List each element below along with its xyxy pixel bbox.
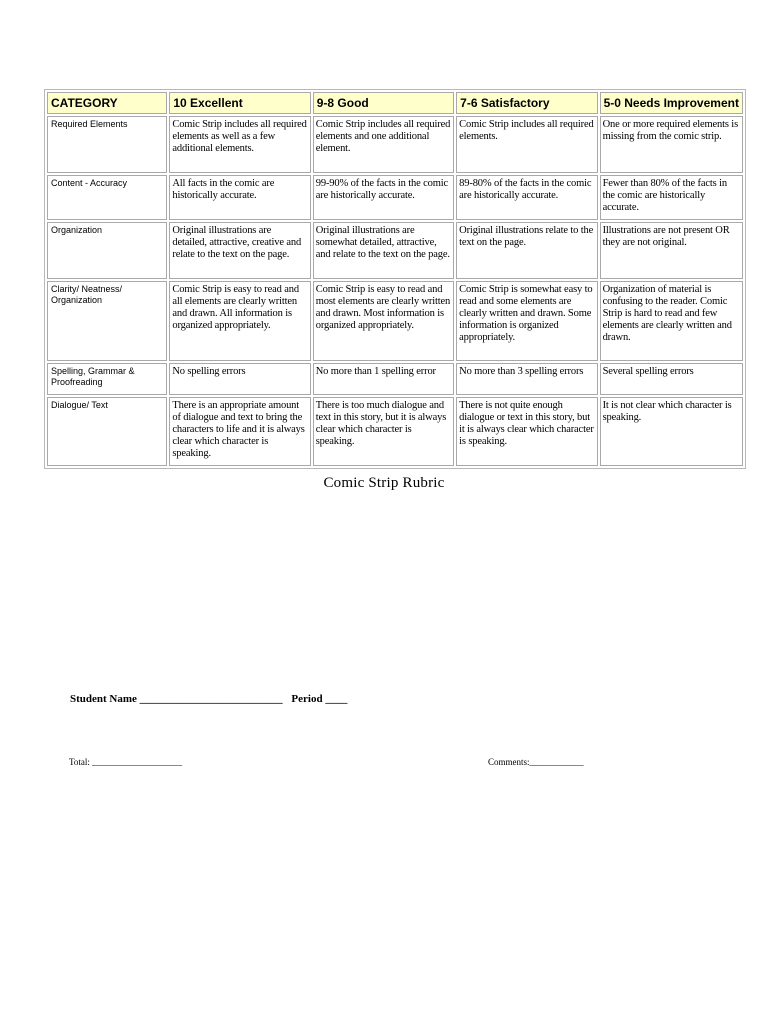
table-row bbox=[47, 281, 743, 361]
rubric-cell: Comic Strip is easy to read and most elements are clearly written and drawn. Most information is organized appropriately. bbox=[313, 281, 454, 361]
rubric-cell: 89-80% of the facts in the comic are historically accurate. bbox=[456, 175, 597, 220]
student-info-line bbox=[70, 693, 347, 705]
rubric-cell: 99-90% of the facts in the comic are historically accurate. bbox=[313, 175, 454, 220]
rubric-cell: Comic Strip is somewhat easy to read and some elements are clearly written and drawn. Some information is organized appropriately. bbox=[456, 281, 597, 361]
comments-line bbox=[488, 757, 584, 767]
header-satisfactory: 7-6 Satisfactory bbox=[456, 92, 597, 114]
header-needs-improvement: 5-0 Needs Improvement bbox=[600, 92, 743, 114]
rubric-cell: There is not quite enough dialogue or text in this story, but it is always clear which character is speaking. bbox=[456, 397, 597, 466]
category-cell: Dialogue/ Text bbox=[47, 397, 167, 466]
period-label: Period bbox=[291, 693, 323, 705]
comments-blank[interactable]: ____________ bbox=[529, 757, 584, 767]
rubric-cell: Comic Strip includes all required elements. bbox=[456, 116, 597, 173]
header-category: CATEGORY bbox=[47, 92, 167, 114]
table-row bbox=[47, 397, 743, 466]
rubric-cell: There is too much dialogue and text in this story, but it is always clear which character is speaking. bbox=[313, 397, 454, 466]
category-cell: Spelling, Grammar & Proofreading bbox=[47, 363, 167, 395]
rubric-cell: Original illustrations relate to the text on the page. bbox=[456, 222, 597, 279]
rubric-cell: No spelling errors bbox=[169, 363, 310, 395]
rubric-cell: There is an appropriate amount of dialogue and text to bring the characters to life and it is always clear which character is speaking. bbox=[169, 397, 310, 466]
header-excellent: 10 Excellent bbox=[169, 92, 310, 114]
rubric-cell: It is not clear which character is speaking. bbox=[600, 397, 743, 466]
table-row bbox=[47, 222, 743, 279]
rubric-cell: Fewer than 80% of the facts in the comic are historically accurate. bbox=[600, 175, 743, 220]
rubric-cell: No more than 3 spelling errors bbox=[456, 363, 597, 395]
rubric-cell: Original illustrations are somewhat detailed, attractive, and relate to the text on the page. bbox=[313, 222, 454, 279]
rubric-cell: Several spelling errors bbox=[600, 363, 743, 395]
rubric-cell: Organization of material is confusing to the reader. Comic Strip is hard to read and few elements are clearly written and drawn. bbox=[600, 281, 743, 361]
table-row bbox=[47, 175, 743, 220]
category-cell: Content - Accuracy bbox=[47, 175, 167, 220]
category-cell: Clarity/ Neatness/ Organization bbox=[47, 281, 167, 361]
table-row bbox=[47, 363, 743, 395]
rubric-cell: All facts in the comic are historically accurate. bbox=[169, 175, 310, 220]
rubric-cell: Comic Strip includes all required elements as well as a few additional elements. bbox=[169, 116, 310, 173]
table-row bbox=[47, 116, 743, 173]
rubric-table bbox=[44, 89, 746, 469]
student-name-blank[interactable]: __________________________ bbox=[139, 693, 283, 705]
total-blank[interactable]: ____________________ bbox=[92, 757, 183, 767]
rubric-cell: Original illustrations are detailed, attractive, creative and relate to the text on the page. bbox=[169, 222, 310, 279]
rubric-cell: One or more required elements is missing from the comic strip. bbox=[600, 116, 743, 173]
rubric-header-row bbox=[47, 92, 743, 114]
total-label: Total: bbox=[69, 757, 90, 767]
total-line bbox=[69, 757, 182, 767]
comments-label: Comments: bbox=[488, 757, 530, 767]
rubric-cell: No more than 1 spelling error bbox=[313, 363, 454, 395]
period-blank[interactable]: ____ bbox=[325, 693, 348, 705]
category-cell: Organization bbox=[47, 222, 167, 279]
category-cell: Required Elements bbox=[47, 116, 167, 173]
rubric-cell: Comic Strip is easy to read and all elements are clearly written and drawn. All information is organized appropriately. bbox=[169, 281, 310, 361]
header-good: 9-8 Good bbox=[313, 92, 454, 114]
student-name-label: Student Name bbox=[70, 693, 137, 705]
page-title: Comic Strip Rubric bbox=[323, 475, 445, 491]
rubric-cell: Illustrations are not present OR they are not original. bbox=[600, 222, 743, 279]
rubric-cell: Comic Strip includes all required elements and one additional element. bbox=[313, 116, 454, 173]
